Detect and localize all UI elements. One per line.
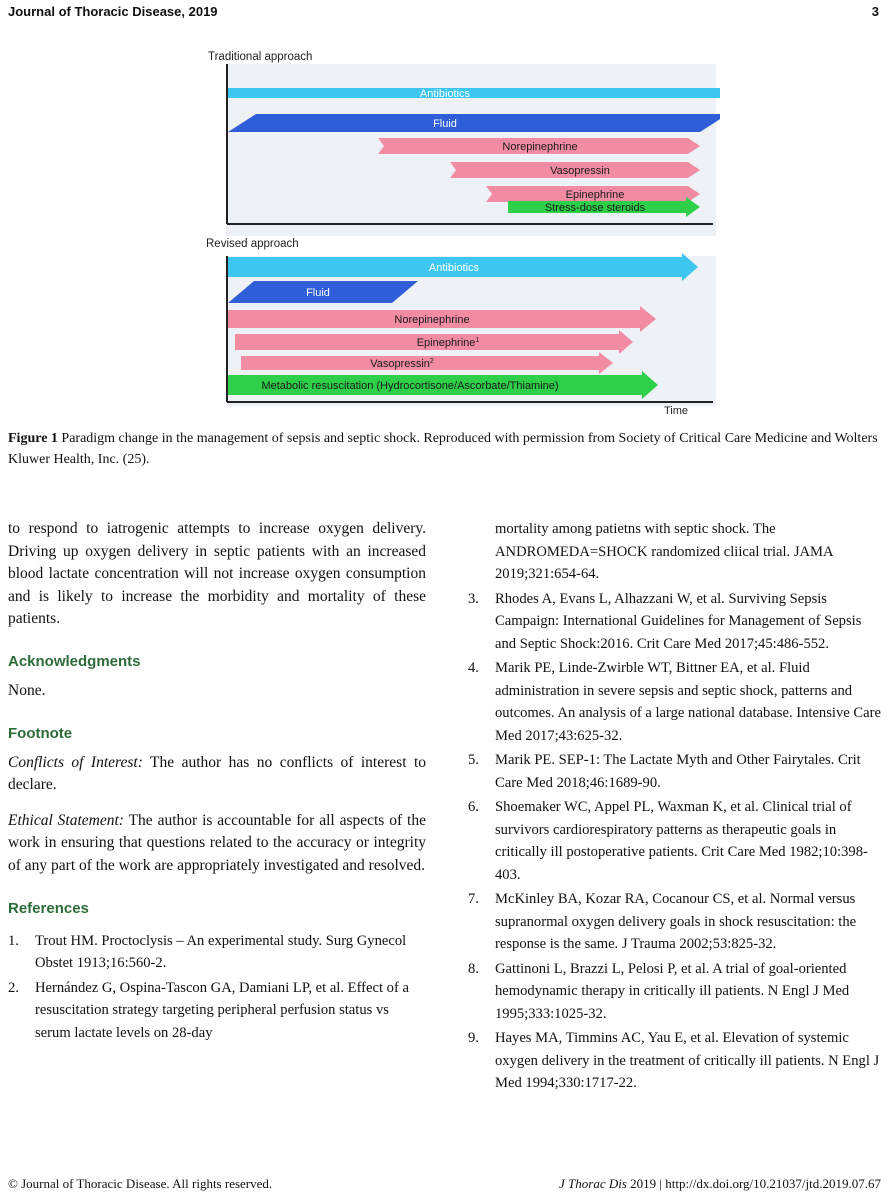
reference-number: 2. [8, 979, 19, 996]
revised-label-antibiotics: Antibiotics [428, 262, 480, 274]
citation-footer [559, 1176, 881, 1192]
traditional-label-norepinephrine: Norepinephrine [502, 141, 578, 153]
ethical-text: The author is accountable for all aspects of the work in ensuring that questions related to the accuracy or integrity of any part of the work are appropriately investigated and resolved. [8, 811, 426, 874]
reference-number: 1. [8, 932, 19, 949]
revised-label-norepinephrine: Norepinephrine [394, 314, 470, 326]
figure-caption [8, 428, 884, 470]
revised-label-vasopressin: Vasopressin$^2$ [370, 358, 434, 370]
page-number: 3 [871, 4, 879, 19]
citation-journal: J Thorac Dis [559, 1176, 627, 1191]
footnote-heading: Footnote [8, 724, 73, 742]
reference-continuation [468, 518, 886, 586]
traditional-label-fluid: Fluid [433, 118, 457, 130]
sepsis-management-figure [190, 40, 720, 418]
ethical-statement [8, 810, 426, 878]
traditional-label-stress-dose-steroids: Stress-dose steroids [544, 202, 646, 214]
ethical-label: Ethical Statement: [8, 811, 124, 829]
time-axis-label: Time [664, 405, 689, 417]
running-header-journal: Journal of Thoracic Disease, 2019 [8, 4, 218, 19]
conflicts-statement [8, 752, 426, 797]
revised-approach-label: Revised approach [206, 238, 299, 250]
caption-label: Figure 1 [8, 431, 58, 446]
reference-item [468, 1027, 886, 1095]
reference-text: Trout HM. Proctoclysis – An experimental study. Surg Gynecol Obstet 1913;16:560-2. [35, 932, 407, 972]
citation-doi: 2019 | http://dx.doi.org/10.21037/jtd.2019.07.67 [626, 1176, 881, 1191]
traditional-label-vasopressin: Vasopressin [550, 165, 610, 177]
reference-number: 6. [468, 799, 479, 815]
left-column [8, 518, 426, 1044]
acknowledgments-text: None. [8, 681, 46, 699]
acknowledgments-heading: Acknowledgments [8, 652, 141, 670]
reference-text: mortality among patietns with septic shock. The ANDROMEDA=SHOCK randomized cliical trial. JAMA 2019;321:654-64. [495, 521, 833, 582]
reference-number: 9. [468, 1030, 479, 1046]
reference-number: 5. [468, 752, 479, 768]
traditional-approach-label: Traditional approach [208, 51, 313, 63]
reference-text: McKinley BA, Kozar RA, Cocanour CS, et al. Normal versus supranormal oxygen delivery goals in shock resuscitation: the response is the same. J Trauma 2002;53:825-32. [495, 891, 857, 952]
reference-text: Shoemaker WC, Appel PL, Waxman K, et al. Clinical trial of survivors cardiorespiratory patterns as therapeutic goals in critically ill postoperative patients. Crit Care Med 1982;10:398-403. [495, 799, 868, 883]
reference-item [8, 977, 426, 1045]
reference-text: Marik PE, Linde-Zwirble WT, Bittner EA, et al. Fluid administration in severe sepsis and septic shock, patterns and outcomes. An analysis of a large national database. Intensive Care Med 2017;43:625-32. [495, 660, 881, 744]
reference-text: Rhodes A, Evans L, Alhazzani W, et al. Surviving Sepsis Campaign: International Guidelines for Management of Sepsis and Septic Shock:2016. Crit Care Med 2017;45:486-552. [495, 590, 862, 652]
references-heading: References [8, 899, 89, 917]
reference-item [468, 588, 886, 656]
traditional-label-antibiotics: Antibiotics [419, 88, 471, 100]
reference-item [468, 796, 886, 886]
reference-item [468, 888, 886, 956]
revised-label-epinephrine: Epinephrine$^1$ [416, 337, 480, 349]
reference-item [468, 657, 886, 747]
right-column [468, 518, 886, 1095]
reference-list-left [8, 930, 426, 1045]
reference-number: 7. [468, 891, 479, 907]
conflicts-label: Conflicts of Interest: [8, 753, 143, 771]
revised-label-metabolic-resuscitation-hydroc: Metabolic resuscitation (Hydrocortisone/Ascorbate/Thiamine) [261, 380, 559, 392]
traditional-label-epinephrine: Epinephrine [565, 189, 625, 201]
conflicts-text: The author has no conflicts of interest to declare. [8, 753, 427, 794]
reference-text: Gattinoni L, Brazzi L, Pelosi P, et al. A trial of goal-oriented hemodynamic therapy in critically ill patients. N Engl J Med 1995;333:1025-32. [495, 960, 850, 1022]
reference-text: Hernández G, Ospina-Tascon GA, Damiani LP, et al. Effect of a resuscitation strategy targeting peripheral perfusion status vs serum lactate levels on 28-day [35, 979, 409, 1041]
traditional-bar-fluid [228, 114, 720, 132]
revised-label-fluid: Fluid [306, 287, 330, 299]
reference-item [468, 749, 886, 794]
closing-paragraph: to respond to iatrogenic attempts to increase oxygen delivery. Driving up oxygen delivery in septic patients with an increased blood lactate concentration will not increase oxygen consumption and is likely to increase the morbidity and mortality of these patients. [8, 520, 426, 628]
caption-text: Paradigm change in the management of sepsis and septic shock. Reproduced with permission from Society of Critical Care Medicine and Wolters Kluwer Health, Inc. (25). [8, 431, 878, 467]
reference-text: Hayes MA, Timmins AC, Yau E, et al. Elevation of systemic oxygen delivery in the treatment of critically ill patients. N Engl J Med 1994;330:1717-22. [495, 1030, 880, 1091]
reference-number: 3. [468, 590, 479, 607]
reference-item [468, 958, 886, 1026]
reference-item [8, 930, 426, 975]
reference-number: 4. [468, 660, 479, 676]
copyright-notice: © Journal of Thoracic Disease. All rights reserved. [8, 1176, 273, 1191]
reference-number: 8. [468, 960, 479, 977]
reference-text: Marik PE. SEP-1: The Lactate Myth and Other Fairytales. Crit Care Med 2018;46:1689-90. [495, 752, 861, 791]
